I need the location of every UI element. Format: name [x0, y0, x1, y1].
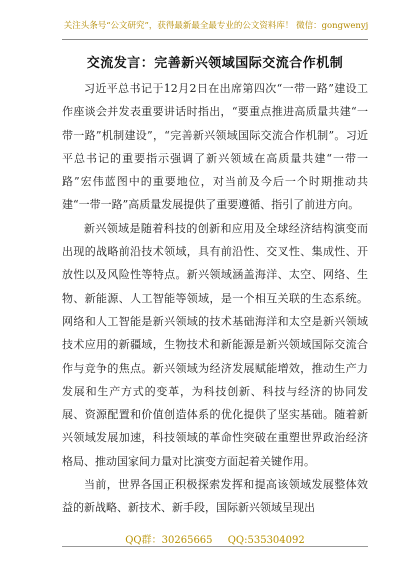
header-banner: 关注头条号“公文研究”，获得最新最全最专业的公文资料库！ 微信：gongwenyj [63, 21, 369, 31]
footer-qq-group: QQ群：30265665 [125, 535, 213, 546]
paragraph-2: 新兴领域是随着科技的创新和应用及全球经济结构演变而出现的战略前沿技术领域，具有前沿性、交叉性、集成性、开放性以及风险性等特点。新兴领域涵盖海洋、太空、网络、生物、新能源、人工智能等领域，是一个相互关联的生态系统。网络和人工智能是新兴领域的技术基础海洋和太空是新兴领域技术应用的新疆域，生物技术和新能源是新兴领域国际交流合作与竞争的焦点。新兴领域为经济发展赋能增效，推动生产力发展和生产方式的变革，为科技创新、科技与经济的协同发展、资源配置和价值创造体系的优化提供了坚实基础。随着新兴领域发展加速，科技领域的革命性突破在重塑世界政治经济格局、推动国家间力量对比演变方面起着关键作用。 [62, 221, 368, 468]
header-divider [62, 39, 368, 40]
document-body [62, 77, 368, 520]
footer-divider [62, 546, 368, 547]
document-title: 交流发言：完善新兴领域国际交流合作机制 [86, 56, 344, 71]
paragraph-3: 当前，世界各国正积极探索发挥和提高该领域发展整体效益的新战略、新技术、新手段，国际新兴领域呈现出 [62, 478, 368, 515]
page-footer [62, 531, 368, 546]
paragraph-1: 习近平总书记于12月2日在出席第四次“一带一路”建设工作座谈会并发表重要讲话时指出，“要重点推进高质量共建“一带一路”机制建设”，“完善新兴领域国际交流合作机制”。习近平总书记的重要指示强调了新兴领域在高质量共建“一带一路”宏伟蓝图中的重要地位，对当前及今后一个时期推动共建“一带一路”高质量发展提供了重要遵循、指引了前进方向。 [62, 82, 368, 212]
footer-qq: QQ:535304092 [227, 535, 305, 546]
